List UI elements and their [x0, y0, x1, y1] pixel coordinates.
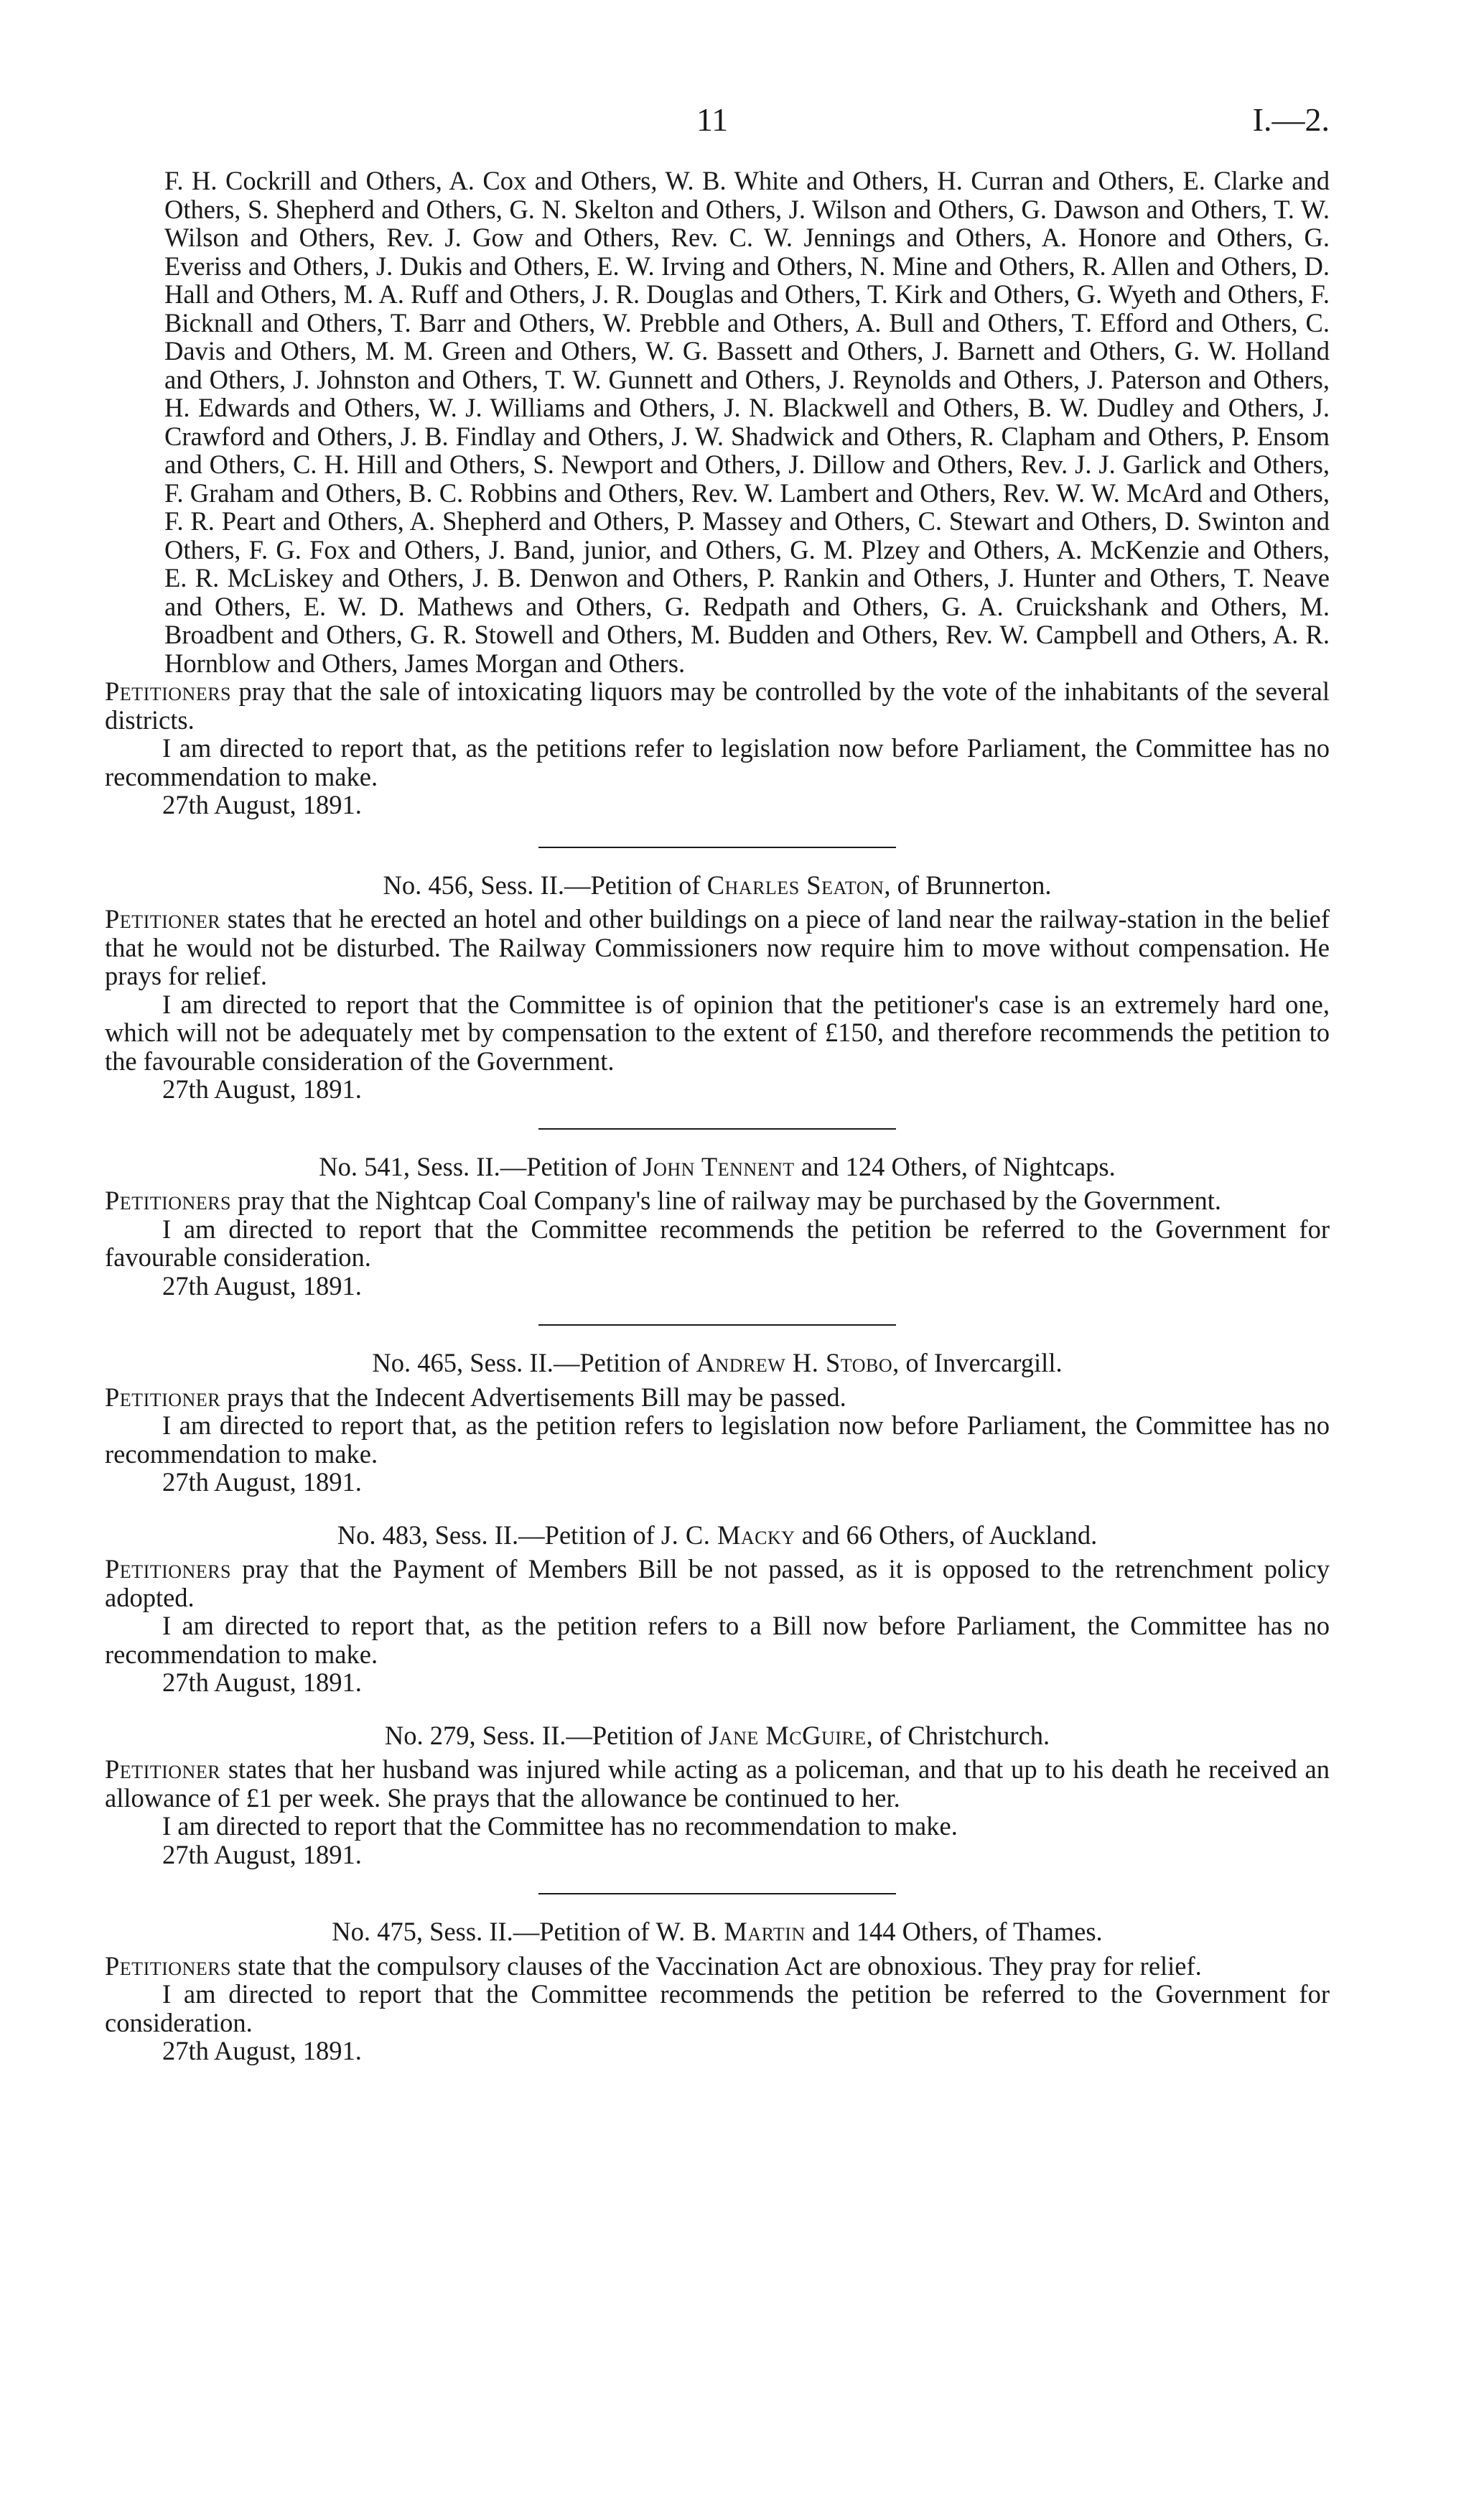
petition-number: No. 475, Sess. II.—Petition of	[332, 1917, 656, 1946]
petition-section	[105, 1521, 1330, 1697]
petition-prayer-text: state that the compulsory clauses of the Vaccination Act are obnoxious. They pray for relief.	[231, 1950, 1202, 1981]
document-reference: I.—2.	[1252, 101, 1330, 138]
committee-report: I am directed to report that, as the petitions refer to legislation now before Parliament, the Committee has no recommendation to make.	[105, 733, 1330, 791]
petition-section	[105, 1721, 1330, 1869]
petition-prayer	[105, 1186, 1330, 1215]
petition-lead: Petitioner	[105, 1382, 221, 1412]
committee-report: I am directed to report that the Committee has no recommendation to make.	[162, 1811, 958, 1841]
petition-lead: Petitioners	[105, 1554, 231, 1583]
petition-place: and 124 Others, of Nightcaps.	[794, 1151, 1116, 1181]
petitioner-name: J. C. Macky	[661, 1520, 795, 1550]
intoxicating-liquors-section	[105, 677, 1330, 819]
section-divider	[538, 1893, 896, 1894]
section-gap	[105, 1497, 1330, 1521]
petition-lead: Petitioners	[105, 1950, 231, 1981]
petition-section	[105, 1349, 1330, 1497]
report-date: 27th August, 1891.	[162, 790, 362, 819]
petition-title	[105, 1349, 1330, 1377]
report-date: 27th August, 1891.	[162, 1839, 362, 1869]
petition-prayer-text: pray that the Nightcap Coal Company's line of railway may be purchased by the Government.	[231, 1186, 1221, 1215]
page-content	[105, 167, 1330, 2065]
section-divider	[538, 1324, 896, 1326]
petition-lead: Petitioners	[105, 676, 231, 706]
petition-prayer-text: pray that the sale of intoxicating liquors may be controlled by the vote of the inhabitants of the several districts.	[105, 676, 1330, 735]
petitioner-name: Andrew H. Stobo	[696, 1348, 893, 1377]
petition-number: No. 465, Sess. II.—Petition of	[372, 1348, 696, 1377]
petition-place: , of Invercargill.	[892, 1348, 1063, 1377]
committee-report: I am directed to report that, as the petition refers to legislation now before Parliament, the Committee has no recommendation to make.	[105, 1410, 1330, 1469]
petition-prayer-text: prays that the Indecent Advertisements Bill may be passed.	[220, 1382, 846, 1412]
section-divider	[538, 1128, 896, 1130]
petition-number: No. 483, Sess. II.—Petition of	[337, 1520, 661, 1550]
petitioner-name: Jane McGuire	[709, 1720, 867, 1750]
petition-title	[105, 1153, 1330, 1181]
report-date: 27th August, 1891.	[162, 1668, 362, 1697]
petition-number: No. 279, Sess. II.—Petition of	[384, 1720, 709, 1750]
petition-prayer	[105, 1555, 1330, 1612]
committee-report: I am directed to report that the Committee recommends the petition be referred to the Government for consideration.	[105, 1979, 1330, 2037]
report-date: 27th August, 1891.	[162, 1270, 362, 1301]
section-gap	[105, 1697, 1330, 1721]
petition-section	[105, 1917, 1330, 2065]
petition-title	[105, 871, 1330, 900]
report-date: 27th August, 1891.	[162, 1074, 362, 1104]
petition-lead: Petitioner	[105, 904, 221, 934]
committee-report: I am directed to report that the Committee recommends the petition be referred to the Government for favourable consideration.	[105, 1214, 1330, 1272]
section-divider	[538, 847, 896, 848]
page-number: 11	[696, 101, 729, 138]
petition-number: No. 541, Sess. II.—Petition of	[319, 1151, 643, 1181]
report-date: 27th August, 1891.	[162, 1467, 362, 1497]
petitioner-name: W. B. Martin	[655, 1917, 806, 1946]
petition-place: , of Christchurch.	[866, 1720, 1050, 1750]
petition-number: No. 456, Sess. II.—Petition of	[383, 870, 707, 900]
petition-prayer	[105, 905, 1330, 990]
petition-prayer	[105, 1383, 1330, 1412]
committee-report: I am directed to report that, as the petition refers to a Bill now before Parliament, the Committee has no recommendation to make.	[105, 1611, 1330, 1669]
petition-prayer	[105, 1952, 1330, 1981]
petitioner-name: Charles Seaton	[706, 870, 885, 900]
petition-place: and 144 Others, of Thames.	[805, 1917, 1103, 1946]
petition-prayer	[105, 1755, 1330, 1812]
petition-section	[105, 1153, 1330, 1301]
petition-lead: Petitioners	[105, 1186, 231, 1215]
petition-prayer-text: pray that the Payment of Members Bill be not passed, as it is opposed to the retrenchment policy adopted.	[105, 1554, 1330, 1612]
petition-prayer-text: states that he erected an hotel and other buildings on a piece of land near the railway-station in the belief that he would not be disturbed. The Railway Commissioners now require him to move without compensation. He prays for relief.	[105, 904, 1330, 990]
petitioner-name: John Tennent	[643, 1151, 795, 1181]
petition-title	[105, 1721, 1330, 1750]
petition-title	[105, 1521, 1330, 1550]
committee-report: I am directed to report that the Committee is of opinion that the petitioner's case is an extremely hard one, which will not be adequately met by compensation to the extent of £150, and therefore recommends the petition to the favourable consideration of the Government.	[105, 989, 1330, 1076]
petition-place: , of Brunnerton.	[884, 870, 1052, 900]
page-header	[0, 101, 1484, 151]
report-date: 27th August, 1891.	[162, 2036, 362, 2065]
petition-prayer	[105, 677, 1330, 734]
petition-prayer-text: states that her husband was injured while acting as a policeman, and that up to his death he received an allowance of £1 per week. She prays that the allowance be continued to her.	[105, 1754, 1330, 1813]
petition-place: and 66 Others, of Auckland.	[795, 1520, 1098, 1550]
petitioner-name-list: F. H. Cockrill and Others, A. Cox and Others, W. B. White and Others, H. Curran and Others, E. Clarke and Others, S. Shepherd and Others, G. N. Skelton and Others, J. Wilson and Others, G. Dawson and Others, T. W. Wilson and Others, Rev. J. Gow and Others, Rev. C. W. Jennings and Others, A. Honore and Others, G. Everiss and Others, J. Dukis and Others, E. W. Irving and Others, N. Mine and Others, R. Allen and Others, D. Hall and Others, M. A. Ruff and Others, J. R. Douglas and Others, T. Kirk and Others, G. Wyeth and Others, F. Bicknall and Others, T. Barr and Others, W. Prebble and Others, A. Bull and Others, T. Efford and Others, C. Davis and Others, M. M. Green and Others, W. G. Bassett and Others, J. Barnett and Others, G. W. Holland and Others, J. Johnston and Others, T. W. Gunnett and Others, J. Reynolds and Others, J. Paterson and Others, H. Edwards and Others, W. J. Williams and Others, J. N. Blackwell and Others, B. W. Dudley and Others, J. Crawford and Others, J. B. Findlay and Others, J. W. Shadwick and Others, R. Clapham and Others, P. Ensom and Others, C. H. Hill and Others, S. Newport and Others, J. Dillow and Others, Rev. J. J. Garlick and Others, F. Graham and Others, B. C. Robbins and Others, Rev. W. Lambert and Others, Rev. W. W. McArd and Others, F. R. Peart and Others, A. Shepherd and Others, P. Massey and Others, C. Stewart and Others, D. Swinton and Others, F. G. Fox and Others, J. Band, junior, and Others, G. M. Plzey and Others, A. McKenzie and Others, E. R. McLiskey and Others, J. B. Denwon and Others, P. Rankin and Others, J. Hunter and Others, T. Neave and Others, E. W. D. Mathews and Others, G. Redpath and Others, G. A. Cruickshank and Others, M. Broadbent and Others, G. R. Stowell and Others, M. Budden and Others, Rev. W. Campbell and Others, A. R. Hornblow and Others, James Morgan and Others.	[164, 166, 1330, 678]
petition-section	[105, 871, 1330, 1104]
petition-lead: Petitioner	[105, 1754, 221, 1784]
petition-title	[105, 1917, 1330, 1946]
